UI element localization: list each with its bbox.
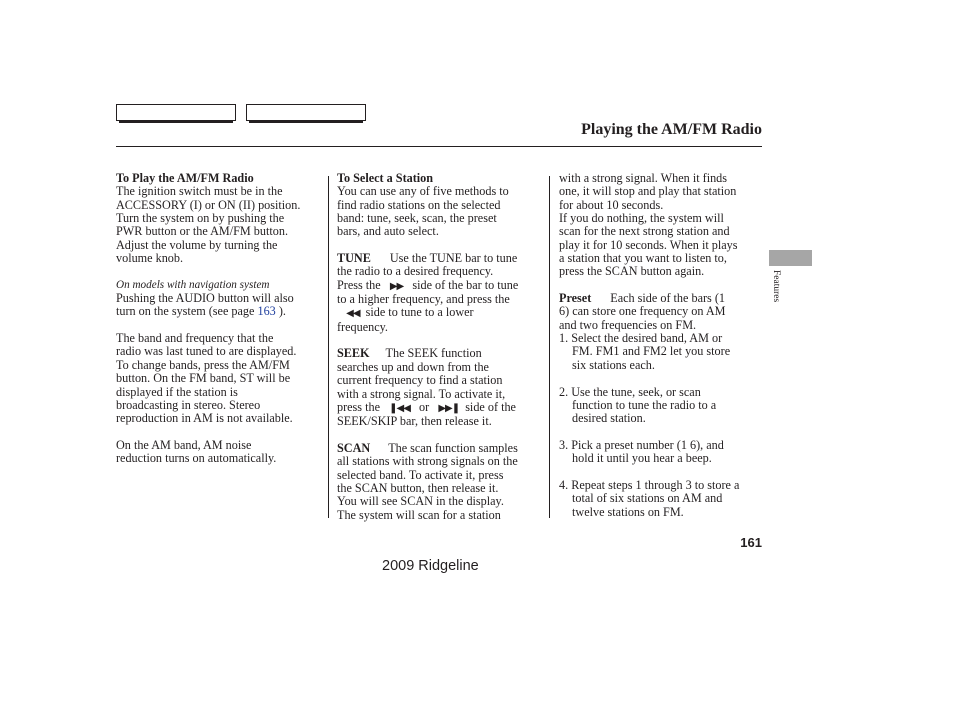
- text-fragment: press the: [337, 399, 380, 414]
- text-fragment: ).: [275, 304, 286, 319]
- step-1: [559, 332, 764, 372]
- text-line: to a higher frequency, and press the: [337, 292, 510, 307]
- text-line: radio was last tuned to are displayed.: [116, 344, 297, 359]
- text-line: [337, 442, 542, 455]
- page-title: Playing the AM/FM Radio: [581, 121, 762, 138]
- text-line: searches up and down from the: [337, 359, 489, 374]
- column-2: [337, 172, 542, 522]
- step-4: [559, 479, 764, 519]
- text-line: PWR button or the AM/FM button.: [116, 224, 288, 239]
- text-line: [337, 347, 542, 360]
- text-fragment: hold it until you hear a beep.: [572, 451, 712, 466]
- text-line: with a strong signal. To activate it,: [337, 386, 506, 401]
- text-line: find radio stations on the selected: [337, 197, 501, 212]
- text-fragment: 2. Use the tune, seek, or scan: [559, 384, 701, 399]
- text-line: with a strong signal. When it finds: [559, 171, 728, 185]
- text-line: a station that you want to listen to,: [559, 251, 727, 266]
- section-heading: To Play the AM/FM Radio: [116, 171, 254, 185]
- seek-label: SEEK: [337, 346, 370, 361]
- skip-forward-icon: ▶▶❚: [438, 402, 460, 414]
- section-heading: To Select a Station: [337, 171, 434, 185]
- text-line: play it for 10 seconds. When it plays: [559, 237, 738, 252]
- text-line: volume knob.: [116, 251, 184, 266]
- text-fragment: side of the bar to tune: [412, 277, 519, 292]
- text-line: button. On the FM band, ST will be: [116, 371, 291, 386]
- text-line: Turn the system on by pushing the: [116, 211, 285, 226]
- column-divider: [328, 176, 329, 518]
- scan-label: SCAN: [337, 440, 371, 455]
- text-line: [559, 292, 764, 305]
- skip-back-icon: ❚◀◀: [389, 402, 410, 414]
- text-fragment: Press the: [337, 277, 381, 292]
- text-line: the radio to a desired frequency.: [337, 264, 494, 279]
- column-divider: [549, 176, 550, 518]
- text-fragment: side to tune to a lower: [365, 305, 474, 320]
- text-line: selected band. To activate it, press: [337, 467, 504, 482]
- text-fragment: Each side of the bars (1: [610, 291, 725, 306]
- text-line: [116, 305, 321, 318]
- text-line: [337, 252, 542, 265]
- text-fragment: six stations each.: [572, 357, 655, 372]
- text-line: 6) can store one frequency on AM: [559, 304, 726, 319]
- text-line: ACCESSORY (I) or ON (II) position.: [116, 197, 301, 212]
- text-fragment: desired station.: [572, 411, 646, 426]
- column-1: [116, 172, 321, 466]
- text-line: broadcasting in stereo. Stereo: [116, 397, 261, 412]
- text-fragment: turn on the system (see page: [116, 304, 258, 319]
- text-line: frequency.: [337, 319, 388, 334]
- text-line: current frequency to find a station: [337, 373, 503, 388]
- text-fragment: side of the: [465, 399, 516, 414]
- nav-button-1[interactable]: [116, 104, 236, 121]
- preset-label: Preset: [559, 291, 592, 306]
- fast-forward-icon: ▶▶: [389, 280, 404, 292]
- column-3: [559, 172, 764, 519]
- text-line: To change bands, press the AM/FM: [116, 357, 290, 372]
- step-2: [559, 386, 764, 426]
- text-line: If you do nothing, the system will: [559, 211, 724, 226]
- text-line: You can use any of five methods to: [337, 184, 509, 199]
- text-fragment: Use the TUNE bar to tune: [389, 251, 518, 266]
- text-line: for about 10 seconds.: [559, 197, 664, 212]
- rewind-icon: ◀◀: [346, 308, 360, 320]
- text-line: press the SCAN button again.: [559, 264, 705, 279]
- text-line: The band and frequency that the: [116, 331, 274, 346]
- section-side-label: [769, 270, 783, 320]
- text-line: bars, and auto select.: [337, 224, 439, 239]
- text-fragment: 3. Pick a preset number (1 6), and: [559, 437, 724, 452]
- text-line: reproduction in AM is not available.: [116, 411, 293, 426]
- text-line: The system will scan for a station: [337, 507, 501, 522]
- text-line: all stations with strong signals on the: [337, 454, 518, 469]
- page-link[interactable]: 163: [257, 304, 276, 319]
- text-line: [337, 306, 542, 320]
- text-line: band: tune, seek, scan, the preset: [337, 211, 497, 226]
- text-fragment: total of six stations on AM and: [572, 491, 723, 506]
- header-rule: [116, 146, 762, 147]
- text-line: Pushing the AUDIO button will also: [116, 291, 294, 306]
- nav-model-note: On models with navigation system: [116, 278, 270, 291]
- text-fragment: The SEEK function: [385, 346, 482, 361]
- text-fragment: 1. Select the desired band, AM or: [559, 331, 723, 346]
- text-line: [337, 401, 542, 415]
- text-fragment: or: [419, 399, 430, 414]
- text-fragment: twelve stations on FM.: [572, 504, 684, 519]
- section-tab: [769, 250, 812, 266]
- text-line: one, it will stop and play that station: [559, 184, 737, 199]
- text-line: You will see SCAN in the display.: [337, 494, 504, 509]
- text-fragment: FM. FM1 and FM2 let you store: [572, 344, 731, 359]
- text-fragment: The scan function samples: [388, 440, 518, 455]
- text-fragment: function to tune the radio to a: [572, 397, 717, 412]
- text-line: the SCAN button, then release it.: [337, 480, 499, 495]
- text-line: On the AM band, AM noise: [116, 437, 252, 452]
- text-line: SEEK/SKIP bar, then release it.: [337, 414, 492, 429]
- page-number: 161: [740, 535, 762, 550]
- text-line: Adjust the volume by turning the: [116, 237, 278, 252]
- text-fragment: 4. Repeat steps 1 through 3 to store a: [559, 477, 740, 492]
- step-3: [559, 439, 764, 466]
- text-line: The ignition switch must be in the: [116, 184, 283, 199]
- text-line: scan for the next strong station and: [559, 224, 730, 239]
- text-line: displayed if the station is: [116, 384, 238, 399]
- text-line: and two frequencies on FM.: [559, 317, 697, 332]
- section-label-text: Features: [771, 270, 781, 303]
- nav-button-2[interactable]: [246, 104, 366, 121]
- text-line: reduction turns on automatically.: [116, 451, 277, 466]
- text-line: [337, 279, 542, 293]
- tune-label: TUNE: [337, 251, 371, 266]
- footer-model: 2009 Ridgeline: [382, 558, 479, 574]
